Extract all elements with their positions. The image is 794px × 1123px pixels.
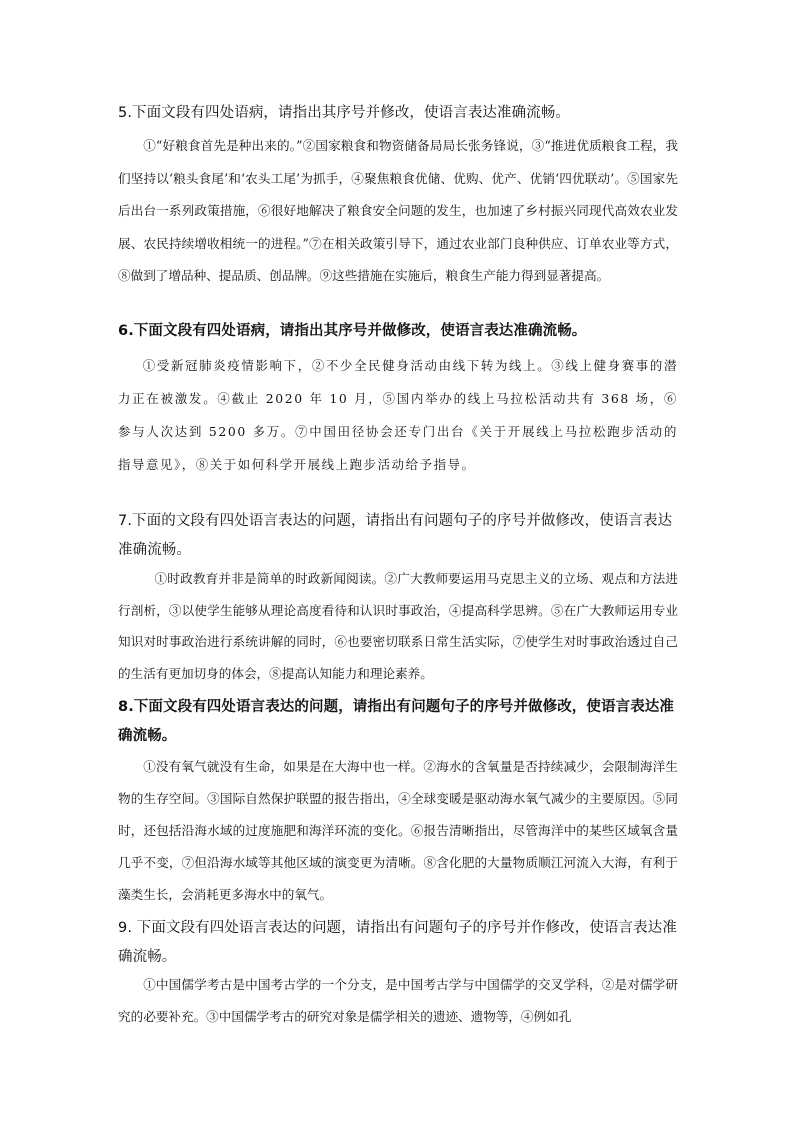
question-7-passage: ①时政教育并非是简单的时政新闻阅读。②广大教师要运用马克思主义的立场、观点和方法进行剖析，③以使学生能够从理论高度看待和认识时事政治，④提高科学思辨。⑤在广大教师运用专业知识对时事政治进行系统讲解的同时，⑥也要密切联系日常生活实际，⑦使学生对时事政治透过自己的生活有更加切身的体会，⑧提高认知能力和理论素养。	[118, 571, 678, 681]
question-8-title: 8.下面文段有四处语言表达的问题，请指出有问题句子的序号并做修改，使语言表达准确流畅。	[118, 699, 674, 744]
question-6-title: 6.下面文段有四处语病，请指出其序号并做修改，使语言表达准确流畅。	[118, 323, 587, 339]
question-7-title: 7.下面的文段有四处语言表达的问题，请指出有问题句子的序号并做修改，使语言表达准确流畅。	[118, 513, 673, 558]
question-8-passage: ①没有氧气就没有生命，如果是在大海中也一样。②海水的含氧量是否持续减少，会限制海洋生物的生存空间。③国际自然保护联盟的报告指出，④全球变暖是驱动海水氧气减少的主要原因。⑤同时，还包括沿海水域的过度施肥和海洋环流的变化。⑥报告清晰指出，尽管海洋中的某些区域氧含量几乎不变，⑦但沿海水域等其他区域的演变更为清晰。⑧含化肥的大量物质顺江河流入大海，有利于藻类生长，会消耗更多海水中的氧气。	[118, 759, 678, 902]
question-5-title: 5.下面文段有四处语病，请指出其序号并修改，使语言表达准确流畅。	[118, 105, 571, 121]
question-9-passage: ①中国儒学考古是中国考古学的一个分支，是中国考古学与中国儒学的交叉学科，②是对儒学研究的必要补充。③中国儒学考古的研究对象是儒学相关的遗迹、遗物等，④例如孔	[118, 977, 678, 1024]
question-5-passage: ①“好粮食首先是种出来的。”②国家粮食和物资储备局局长张务锋说，③“推进优质粮食工程，我们坚持以‘粮头食尾’和‘农头工尾’为抓手，④聚焦粮食优储、优购、优产、优销‘四优联动’。⑤国家先后出台一系列政策措施，⑥很好地解决了粮食安全问题的发生，也加速了乡村振兴同现代高效农业发展、农民持续增收相统一的进程。”⑦在相关政策引导下，通过农业部门良种供应、订单农业等方式，⑧做到了增品种、提品质、创品牌。⑨这些措施在实施后，粮食生产能力得到显著提高。	[118, 138, 678, 283]
question-9-title: 9. 下面文段有四处语言表达的问题，请指出有问题句子的序号并作修改，使语言表达准确流畅。	[118, 920, 677, 965]
question-6-passage: ①受新冠肺炎疫情影响下，②不少全民健身活动由线下转为线上。③线上健身赛事的潜力正在被激发。④截止 2020 年 10 月，⑤国内举办的线上马拉松活动共有 368 场，⑥参与人次达到 5200 多万。⑦中国田径协会还专门出台《关于开展线上马拉松跑步活动的指导意见》，⑧关于如何科学开展线上跑步活动给予指导。	[118, 358, 678, 472]
